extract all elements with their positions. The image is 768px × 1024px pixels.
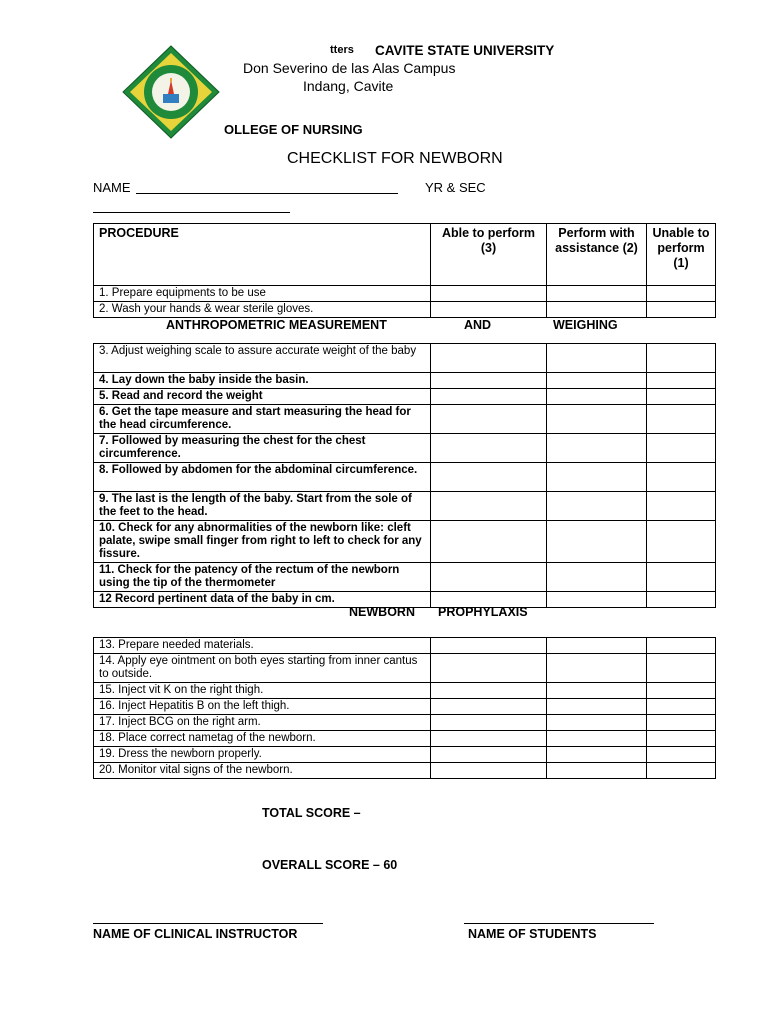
able-score-cell[interactable] xyxy=(431,463,547,492)
assist-score-cell[interactable] xyxy=(547,405,647,434)
yr-sec-field-line[interactable] xyxy=(93,212,290,213)
assist-score-cell[interactable] xyxy=(547,389,647,405)
unable-score-cell[interactable] xyxy=(647,699,716,715)
section-heading-anthropometric: ANTHROPOMETRIC MEASUREMENT xyxy=(166,318,387,332)
col-header-unable: Unable to perform (1) xyxy=(647,224,716,286)
checklist-row xyxy=(94,683,716,699)
section-heading-weighing: WEIGHING xyxy=(553,318,618,332)
able-score-cell[interactable] xyxy=(431,747,547,763)
unable-score-cell[interactable] xyxy=(647,492,716,521)
unable-score-cell[interactable] xyxy=(647,563,716,592)
procedure-step: 3. Adjust weighing scale to assure accurate weight of the baby xyxy=(94,344,431,373)
unable-score-cell[interactable] xyxy=(647,715,716,731)
assist-score-cell[interactable] xyxy=(547,302,647,318)
able-score-cell[interactable] xyxy=(431,521,547,563)
assist-score-cell[interactable] xyxy=(547,344,647,373)
assist-score-cell[interactable] xyxy=(547,715,647,731)
students-signature-label: NAME OF STUDENTS xyxy=(468,927,597,941)
procedure-step: 2. Wash your hands & wear sterile gloves. xyxy=(94,302,431,318)
procedure-step: 10. Check for any abnormalities of the newborn like: cleft palate, swipe small finger from right to left to check for any fissure. xyxy=(94,521,431,563)
checklist-row xyxy=(94,389,716,405)
unable-score-cell[interactable] xyxy=(647,731,716,747)
procedure-step: 11. Check for the patency of the rectum of the newborn using the tip of the thermometer xyxy=(94,563,431,592)
unable-score-cell[interactable] xyxy=(647,592,716,608)
unable-score-cell[interactable] xyxy=(647,521,716,563)
unable-score-cell[interactable] xyxy=(647,747,716,763)
unable-score-cell[interactable] xyxy=(647,344,716,373)
assist-score-cell[interactable] xyxy=(547,699,647,715)
able-score-cell[interactable] xyxy=(431,373,547,389)
col-header-able: Able to perform (3) xyxy=(431,224,547,286)
checklist-row xyxy=(94,763,716,779)
procedure-step: 8. Followed by abdomen for the abdominal circumference. xyxy=(94,463,431,492)
unable-score-cell[interactable] xyxy=(647,683,716,699)
total-score-label: TOTAL SCORE – xyxy=(262,806,361,820)
assist-score-cell[interactable] xyxy=(547,492,647,521)
procedure-step: 16. Inject Hepatitis B on the left thigh. xyxy=(94,699,431,715)
unable-score-cell[interactable] xyxy=(647,638,716,654)
section-heading-and: AND xyxy=(464,318,492,332)
checklist-row xyxy=(94,463,716,492)
unable-score-cell[interactable] xyxy=(647,463,716,492)
checklist-row xyxy=(94,286,716,302)
university-name: CAVITE STATE UNIVERSITY xyxy=(375,43,555,58)
procedure-step: 19. Dress the newborn properly. xyxy=(94,747,431,763)
able-score-cell[interactable] xyxy=(431,434,547,463)
able-score-cell[interactable] xyxy=(431,492,547,521)
unable-score-cell[interactable] xyxy=(647,654,716,683)
col-header-procedure: PROCEDURE xyxy=(94,224,431,286)
checklist-row xyxy=(94,344,716,373)
section-heading-newborn: NEWBORN xyxy=(349,605,415,619)
able-score-cell[interactable] xyxy=(431,731,547,747)
procedure-step: 17. Inject BCG on the right arm. xyxy=(94,715,431,731)
procedure-step: 15. Inject vit K on the right thigh. xyxy=(94,683,431,699)
assist-score-cell[interactable] xyxy=(547,654,647,683)
checklist-table-1 xyxy=(93,223,716,318)
assist-score-cell[interactable] xyxy=(547,747,647,763)
checklist-row xyxy=(94,747,716,763)
checklist-table-3 xyxy=(93,637,716,779)
section-heading-prophylaxis: PROPHYLAXIS xyxy=(438,605,528,619)
assist-score-cell[interactable] xyxy=(547,731,647,747)
checklist-row xyxy=(94,699,716,715)
procedure-step: 14. Apply eye ointment on both eyes starting from inner cantus to outside. xyxy=(94,654,431,683)
unable-score-cell[interactable] xyxy=(647,373,716,389)
assist-score-cell[interactable] xyxy=(547,434,647,463)
checklist-row xyxy=(94,492,716,521)
able-score-cell[interactable] xyxy=(431,563,547,592)
page-title: CHECKLIST FOR NEWBORN xyxy=(287,150,503,167)
able-score-cell[interactable] xyxy=(431,763,547,779)
procedure-step: 18. Place correct nametag of the newborn. xyxy=(94,731,431,747)
able-score-cell[interactable] xyxy=(431,389,547,405)
able-score-cell[interactable] xyxy=(431,699,547,715)
header-fragment: tters xyxy=(330,44,354,56)
students-signature-line[interactable] xyxy=(464,923,654,924)
checklist-row xyxy=(94,434,716,463)
overall-score-label: OVERALL SCORE – 60 xyxy=(262,858,398,872)
campus-name: Don Severino de las Alas Campus xyxy=(243,60,456,76)
unable-score-cell[interactable] xyxy=(647,302,716,318)
checklist-row xyxy=(94,373,716,389)
checklist-row xyxy=(94,521,716,563)
assist-score-cell[interactable] xyxy=(547,763,647,779)
able-score-cell[interactable] xyxy=(431,344,547,373)
name-label: NAME xyxy=(93,180,131,195)
instructor-signature-label: NAME OF CLINICAL INSTRUCTOR xyxy=(93,927,298,941)
unable-score-cell[interactable] xyxy=(647,434,716,463)
procedure-step: 7. Followed by measuring the chest for the chest circumference. xyxy=(94,434,431,463)
instructor-signature-line[interactable] xyxy=(93,923,323,924)
assist-score-cell[interactable] xyxy=(547,521,647,563)
campus-location: Indang, Cavite xyxy=(303,78,394,94)
assist-score-cell[interactable] xyxy=(547,563,647,592)
assist-score-cell[interactable] xyxy=(547,638,647,654)
checklist-row xyxy=(94,654,716,683)
name-field-line[interactable] xyxy=(136,193,398,194)
checklist-row xyxy=(94,715,716,731)
able-score-cell[interactable] xyxy=(431,405,547,434)
university-seal-logo xyxy=(121,44,221,140)
checklist-row xyxy=(94,405,716,434)
able-score-cell[interactable] xyxy=(431,654,547,683)
col-header-assist: Perform with assistance (2) xyxy=(547,224,647,286)
procedure-step: 1. Prepare equipments to be use xyxy=(94,286,431,302)
able-score-cell[interactable] xyxy=(431,286,547,302)
procedure-step: 12 Record pertinent data of the baby in cm. xyxy=(94,592,431,608)
assist-score-cell[interactable] xyxy=(547,683,647,699)
procedure-step: 9. The last is the length of the baby. Start from the sole of the feet to the head. xyxy=(94,492,431,521)
able-score-cell[interactable] xyxy=(431,683,547,699)
procedure-step: 20. Monitor vital signs of the newborn. xyxy=(94,763,431,779)
procedure-step: 13. Prepare needed materials. xyxy=(94,638,431,654)
assist-score-cell[interactable] xyxy=(547,373,647,389)
unable-score-cell[interactable] xyxy=(647,389,716,405)
unable-score-cell[interactable] xyxy=(647,405,716,434)
checklist-row xyxy=(94,638,716,654)
college-name: OLLEGE OF NURSING xyxy=(224,122,363,137)
assist-score-cell[interactable] xyxy=(547,592,647,608)
unable-score-cell[interactable] xyxy=(647,286,716,302)
able-score-cell[interactable] xyxy=(431,638,547,654)
checklist-row xyxy=(94,731,716,747)
checklist-row xyxy=(94,563,716,592)
procedure-step: 4. Lay down the baby inside the basin. xyxy=(94,373,431,389)
checklist-row xyxy=(94,302,716,318)
assist-score-cell[interactable] xyxy=(547,286,647,302)
yr-sec-label: YR & SEC xyxy=(425,180,486,195)
assist-score-cell[interactable] xyxy=(547,463,647,492)
able-score-cell[interactable] xyxy=(431,715,547,731)
unable-score-cell[interactable] xyxy=(647,763,716,779)
procedure-step: 5. Read and record the weight xyxy=(94,389,431,405)
procedure-step: 6. Get the tape measure and start measuring the head for the head circumference. xyxy=(94,405,431,434)
able-score-cell[interactable] xyxy=(431,302,547,318)
checklist-table-2 xyxy=(93,343,716,608)
